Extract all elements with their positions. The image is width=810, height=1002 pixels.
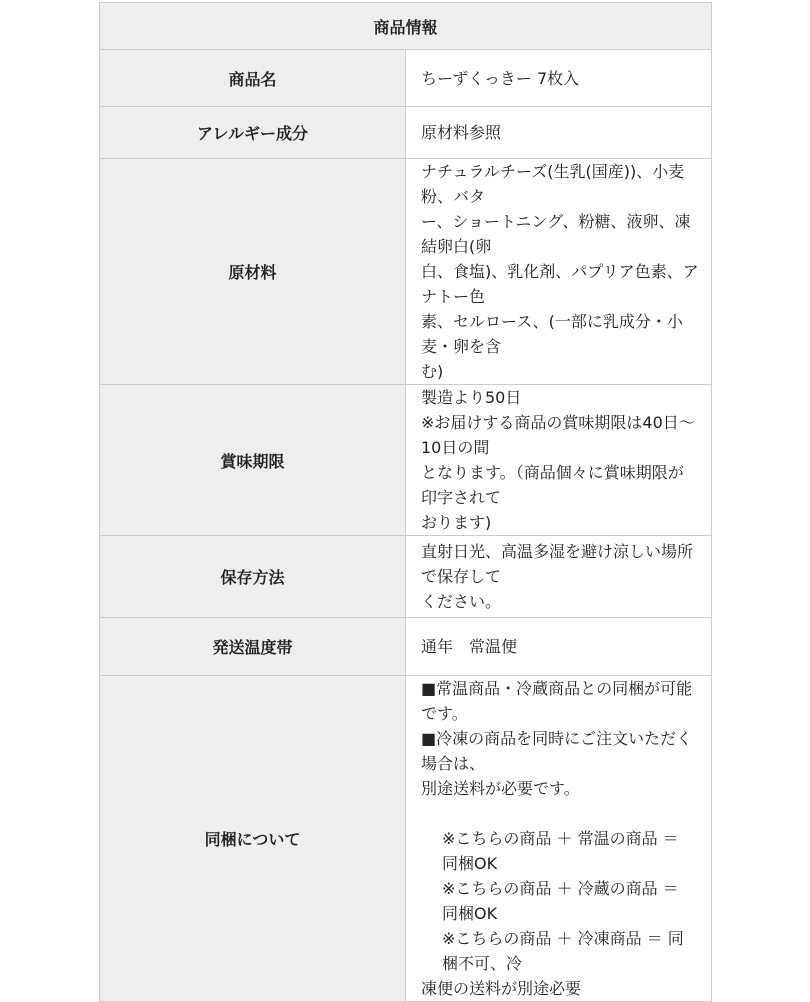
row-value: [406, 159, 712, 385]
text-line: ※こちらの商品 ＋ 冷蔵の商品 ＝ 同梱OK: [442, 879, 684, 923]
text-line: 直射日光、高温多湿を避け涼しい場所で保存して: [421, 542, 694, 586]
table-row-bundling: [100, 676, 712, 1002]
row-label: アレルギー成分: [100, 107, 406, 159]
row-label: 同梱について: [100, 676, 406, 1002]
row-label: 原材料: [100, 159, 406, 385]
table-title: 商品情報: [100, 3, 712, 50]
product-info-table: [99, 2, 712, 1002]
row-value: [406, 385, 712, 536]
text-line: 製造より50日: [421, 388, 522, 407]
row-value: [406, 536, 712, 618]
text-line: 素、セルロース、(一部に乳成分・小麦・卵を含: [421, 312, 683, 356]
text-line: おります): [421, 513, 492, 532]
row-label: 保存方法: [100, 536, 406, 618]
text-line: ー、ショートニング、粉糖、液卵、凍結卵白(卵: [421, 212, 691, 256]
text-line: ※お届けする商品の賞味期限は40日〜10日の間: [421, 413, 695, 457]
text-line: ※こちらの商品 ＋ 冷凍商品 ＝ 同梱不可、冷: [442, 929, 684, 973]
row-value: ちーずくっきー 7枚入: [406, 50, 712, 107]
row-label: 商品名: [100, 50, 406, 107]
text-line: む): [421, 362, 444, 381]
table-row-allergy: [100, 107, 712, 159]
text-line: ※こちらの商品 ＋ 常温の商品 ＝ 同梱OK: [442, 829, 684, 873]
row-label: 賞味期限: [100, 385, 406, 536]
text-line: ■常温商品・冷蔵商品との同梱が可能です。: [421, 679, 693, 723]
text-line: 凍便の送料が別途必要: [421, 979, 582, 998]
table-row-storage: [100, 536, 712, 618]
text-line: 別途送料が必要です。: [421, 779, 580, 798]
row-label: 発送温度帯: [100, 618, 406, 676]
text-line: ください。: [421, 592, 502, 611]
row-value: [406, 676, 712, 1002]
blank-line: [421, 801, 699, 826]
table-row-expiry: [100, 385, 712, 536]
table-row-ingredients: [100, 159, 712, 385]
row-value: 原材料参照: [406, 107, 712, 159]
table-row-product-name: [100, 50, 712, 107]
text-line: ■冷凍の商品を同時にご注文いただく場合は、: [421, 729, 693, 773]
table-header-row: [100, 3, 712, 50]
text-line: 白、食塩)、乳化剤、パプリア色素、アナトー色: [421, 262, 699, 306]
text-line: となります。（商品個々に賞味期限が印字されて: [421, 463, 684, 507]
row-value: 通年 常温便: [406, 618, 712, 676]
table-row-shipping-temp: [100, 618, 712, 676]
text-line: ナチュラルチーズ(生乳(国産))、小麦粉、バタ: [421, 162, 685, 206]
